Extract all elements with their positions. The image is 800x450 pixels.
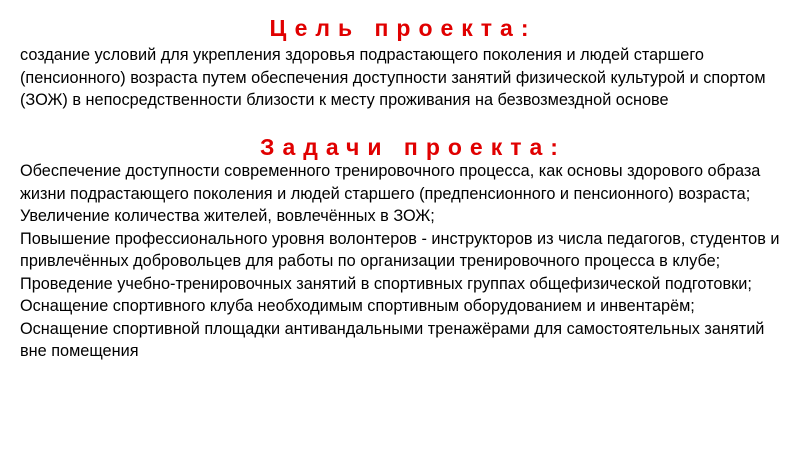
goal-text: создание условий для укрепления здоровья подрастающего поколения и людей старшего (пенсионного) возраста путем обеспечения доступности занятий физической культурой и спортом (ЗОЖ) в непосредственности близости к месту проживания на безвозмездной основе xyxy=(20,46,766,109)
tasks-heading: Задачи проекта: xyxy=(260,134,566,160)
goal-heading: Цель проекта: xyxy=(269,15,537,41)
task-item: Повышение профессионального уровня волонтеров - инструкторов из числа педагогов, студентов и привлечённых добровольцев для работы по организации тренировочного процесса в клубе; xyxy=(20,229,780,270)
task-item: Увеличение количества жителей, вовлечённых в ЗОЖ; xyxy=(20,207,435,225)
task-item: Оснащение спортивного клуба необходимым спортивным оборудованием и инвентарём; xyxy=(20,297,695,315)
task-item: Обеспечение доступности современного тренировочного процесса, как основы здорового образа жизни подрастающего поколения и людей старшего (предпенсионного и пенсионного) возраста; xyxy=(20,162,761,203)
task-item: Оснащение спортивной площадки антивандальными тренажёрами для самостоятельных занятий вне помещения xyxy=(20,319,765,360)
task-item: Проведение учебно-тренировочных занятий в спортивных группах общефизической подготовки; xyxy=(20,274,752,293)
tasks-list xyxy=(20,160,790,363)
